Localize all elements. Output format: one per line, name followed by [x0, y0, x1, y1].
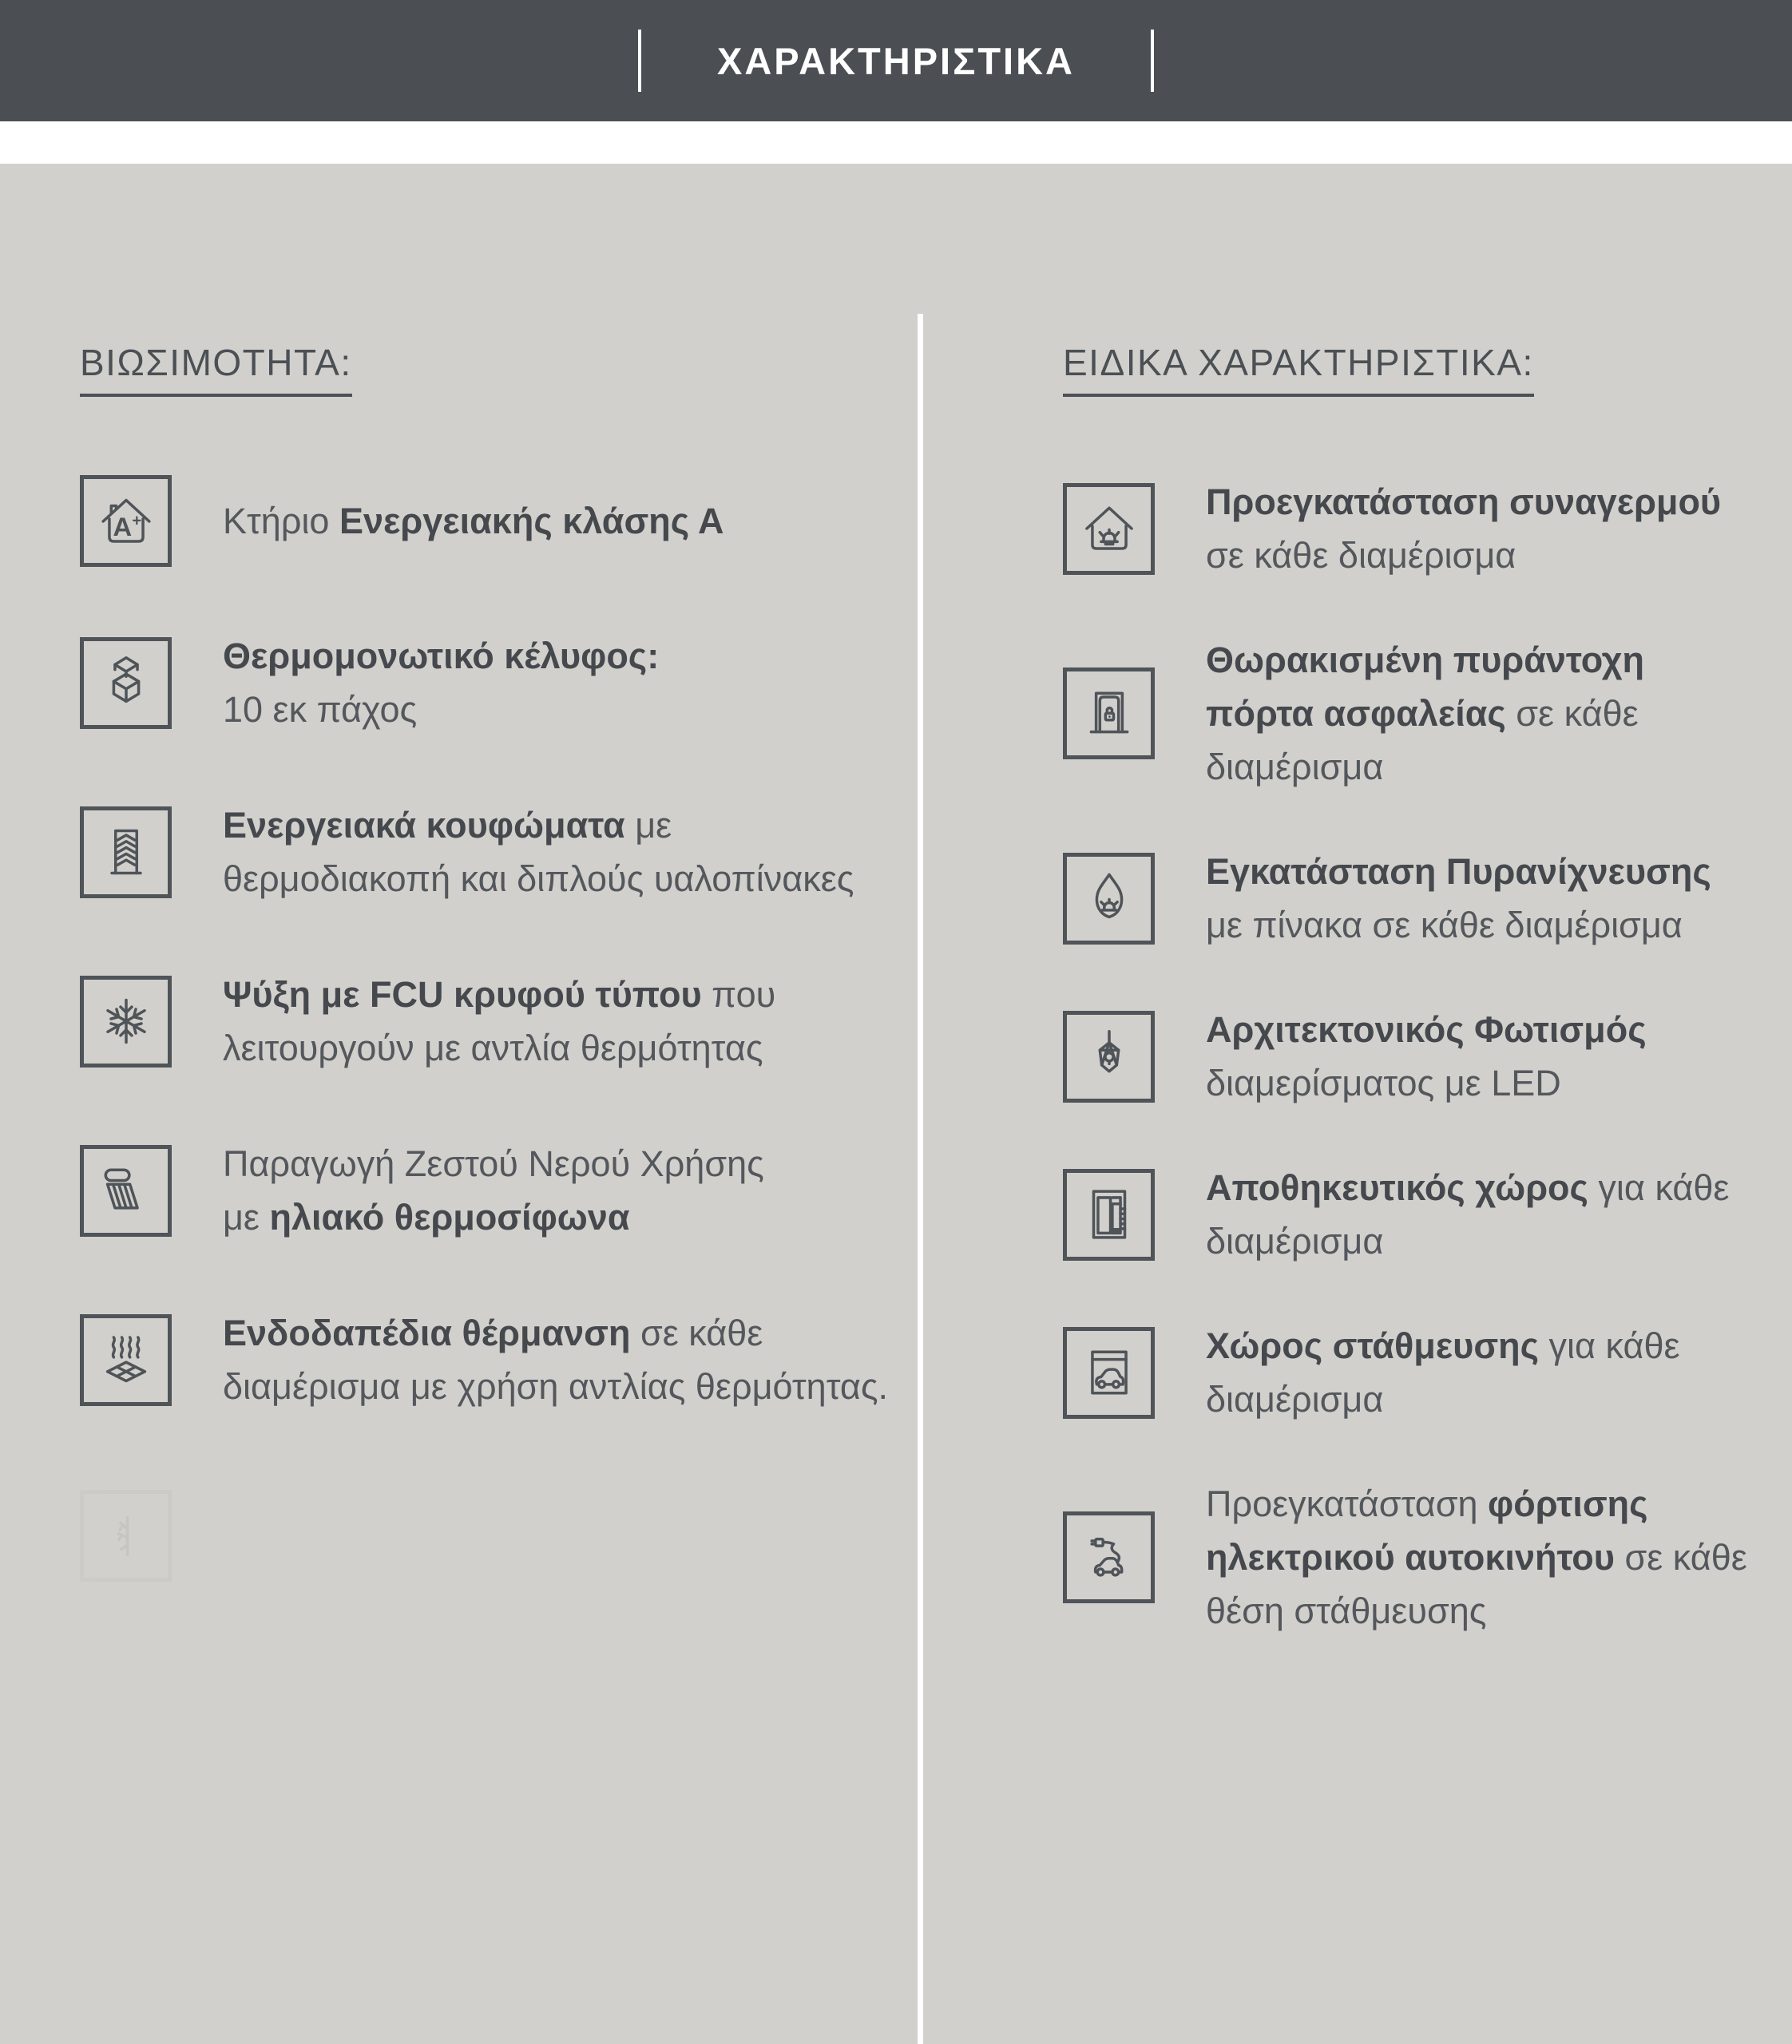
- text-segment: σε κάθε διαμέρισμα: [1206, 535, 1516, 576]
- feature-item: [80, 629, 894, 736]
- text-segment: Αποθηκευτικός χώρος: [1206, 1167, 1599, 1208]
- text-segment: Χώρος στάθμευσης: [1206, 1325, 1549, 1366]
- feature-text: [223, 968, 775, 1075]
- sustainability-list: [80, 475, 894, 1476]
- header-right-bar: [1151, 30, 1154, 92]
- feature-text: [223, 1306, 888, 1413]
- feature-text: [223, 798, 854, 905]
- feature-text: [1206, 1161, 1730, 1268]
- text-segment: Αρχιτεκτονικός Φωτισμός: [1206, 1009, 1647, 1050]
- text-segment: Ενεργειακά κουφώματα: [223, 805, 636, 846]
- feature-item: [1063, 1003, 1760, 1110]
- page-title: ΧΑΡΑΚΤΗΡΙΣΤΙΚΑ: [717, 39, 1075, 82]
- page-header: [0, 0, 1792, 121]
- feature-text: [1206, 1319, 1680, 1426]
- text-segment: Κτήριο: [223, 501, 339, 541]
- text-segment: σε κάθε: [1516, 693, 1639, 734]
- text-segment: διαμέρισμα: [1206, 1221, 1384, 1262]
- column-divider: [918, 314, 923, 2044]
- feature-item: [80, 968, 894, 1075]
- feature-text-line: [223, 968, 775, 1021]
- feature-text-line: [223, 1137, 764, 1190]
- feature-text-line: [223, 852, 854, 905]
- thermal-insulation-icon: [80, 637, 172, 729]
- ghost-feature-item: [80, 1490, 894, 1582]
- feature-text-line: [1206, 529, 1721, 582]
- feature-text: [1206, 475, 1721, 582]
- feature-text: [223, 494, 724, 548]
- feature-text: [223, 1137, 764, 1244]
- text-segment: Παραγωγή Ζεστού Νερού Χρήσης: [223, 1143, 764, 1184]
- energy-windows-icon: [80, 806, 172, 898]
- text-segment: πόρτα ασφαλείας: [1206, 693, 1516, 734]
- feature-text-line: [1206, 687, 1644, 740]
- special-features-heading: ΕΙΔΙΚΑ ΧΑΡΑΚΤΗΡΙΣΤΙΚΑ:: [1063, 341, 1534, 397]
- feature-text-line: [1206, 845, 1711, 898]
- fire-detection-icon: [1063, 853, 1155, 945]
- header-left-bar: [638, 30, 641, 92]
- text-segment: φόρτισης: [1488, 1483, 1648, 1524]
- feature-item: [1063, 1319, 1760, 1426]
- feature-text-line: [1206, 1056, 1647, 1110]
- text-segment: διαμέρισμα: [1206, 747, 1384, 787]
- text-segment: διαμέρισμα με χρήση αντλίας θερμότητας.: [223, 1366, 889, 1407]
- feature-text: [1206, 1003, 1647, 1110]
- text-segment: Ενεργειακής κλάσης Α: [339, 501, 724, 541]
- solar-water-heater-icon: [80, 1145, 172, 1237]
- feature-item: [1063, 475, 1760, 582]
- text-segment: Θερμομονωτικό κέλυφος:: [223, 636, 660, 676]
- fcu-cooling-snowflake-icon: [80, 976, 172, 1068]
- text-segment: διαμερίσματος με LED: [1206, 1063, 1561, 1103]
- feature-text-line: [1206, 1319, 1680, 1373]
- feature-text-line: [223, 1360, 888, 1413]
- feature-item: [80, 1137, 894, 1244]
- storage-space-icon: [1063, 1169, 1155, 1261]
- feature-item: [80, 798, 894, 905]
- feature-text: [1206, 633, 1644, 794]
- feature-text: [223, 629, 659, 736]
- text-segment: Προεγκατάσταση συναγερμού: [1206, 481, 1722, 522]
- feature-text-line: [1206, 740, 1644, 794]
- feature-text-line: [1206, 1373, 1680, 1426]
- feature-text-line: [1206, 1477, 1747, 1531]
- text-segment: για κάθε: [1548, 1325, 1680, 1366]
- text-segment: με πίνακα σε κάθε διαμέρισμα: [1206, 905, 1683, 945]
- feature-item: [80, 1306, 894, 1413]
- text-segment: θέση στάθμευσης: [1206, 1590, 1487, 1631]
- text-segment: ηλιακό θερμοσίφωνα: [269, 1197, 630, 1238]
- feature-text-line: [1206, 1003, 1647, 1056]
- feature-text-line: [223, 494, 724, 548]
- text-segment: σε κάθε: [1624, 1537, 1747, 1578]
- special-features-list: [1063, 475, 1760, 1689]
- ev-charging-icon: [1063, 1511, 1155, 1603]
- feature-text-line: [223, 1306, 888, 1360]
- feature-text-line: [1206, 898, 1711, 952]
- svg-text:A: A: [112, 511, 132, 541]
- special-features-column: [923, 164, 1792, 2044]
- feature-item: [1063, 1161, 1760, 1268]
- text-segment: που: [712, 974, 776, 1015]
- feature-text: [1206, 1477, 1747, 1638]
- text-segment: 10 εκ πάχος: [223, 689, 418, 730]
- feature-text-line: [223, 629, 659, 683]
- ghost-half-snowflake-icon: [80, 1490, 172, 1582]
- feature-item: [1063, 1477, 1760, 1638]
- header-separator: [0, 121, 1792, 164]
- text-segment: Προεγκατάσταση: [1206, 1483, 1489, 1524]
- text-segment: Εγκατάσταση Πυρανίχνευσης: [1206, 851, 1711, 892]
- text-segment: για κάθε: [1598, 1167, 1730, 1208]
- text-segment: θερμοδιακοπή και διπλούς υαλοπίνακες: [223, 858, 854, 899]
- svg-text:+: +: [131, 511, 141, 529]
- feature-item: [1063, 633, 1760, 794]
- text-segment: διαμέρισμα: [1206, 1379, 1384, 1420]
- feature-text-line: [1206, 1214, 1730, 1268]
- feature-text-line: [1206, 1531, 1747, 1584]
- text-segment: ηλεκτρικού αυτοκινήτου: [1206, 1537, 1625, 1578]
- security-door-icon: [1063, 667, 1155, 759]
- feature-text-line: [223, 683, 659, 736]
- feature-text-line: [1206, 633, 1644, 687]
- feature-item: [1063, 845, 1760, 952]
- sustainability-column: [0, 164, 918, 2044]
- text-segment: Θωρακισμένη πυράντοχη: [1206, 640, 1645, 680]
- feature-item: [80, 475, 894, 567]
- text-segment: με: [635, 805, 672, 846]
- feature-text-line: [1206, 1161, 1730, 1214]
- parking-space-icon: [1063, 1327, 1155, 1419]
- alarm-prewiring-house-icon: [1063, 483, 1155, 575]
- content-area: [0, 164, 1792, 2044]
- feature-text-line: [223, 1021, 775, 1075]
- feature-text-line: [1206, 475, 1721, 529]
- architectural-lighting-icon: [1063, 1011, 1155, 1103]
- text-segment: λειτουργούν με αντλία θερμότητας: [223, 1028, 763, 1068]
- underfloor-heating-icon: [80, 1314, 172, 1406]
- text-segment: σε κάθε: [640, 1313, 763, 1353]
- text-segment: με: [223, 1197, 270, 1238]
- text-segment: Ενδοδαπέδια θέρμανση: [223, 1313, 640, 1353]
- sustainability-heading: ΒΙΩΣΙΜΟΤΗΤΑ:: [80, 341, 352, 397]
- feature-text: [1206, 845, 1711, 952]
- feature-text-line: [223, 798, 854, 852]
- feature-text-line: [1206, 1584, 1747, 1638]
- text-segment: Ψύξη με FCU κρυφού τύπου: [223, 974, 712, 1015]
- feature-text-line: [223, 1190, 764, 1244]
- energy-class-a-house-icon: [80, 475, 172, 567]
